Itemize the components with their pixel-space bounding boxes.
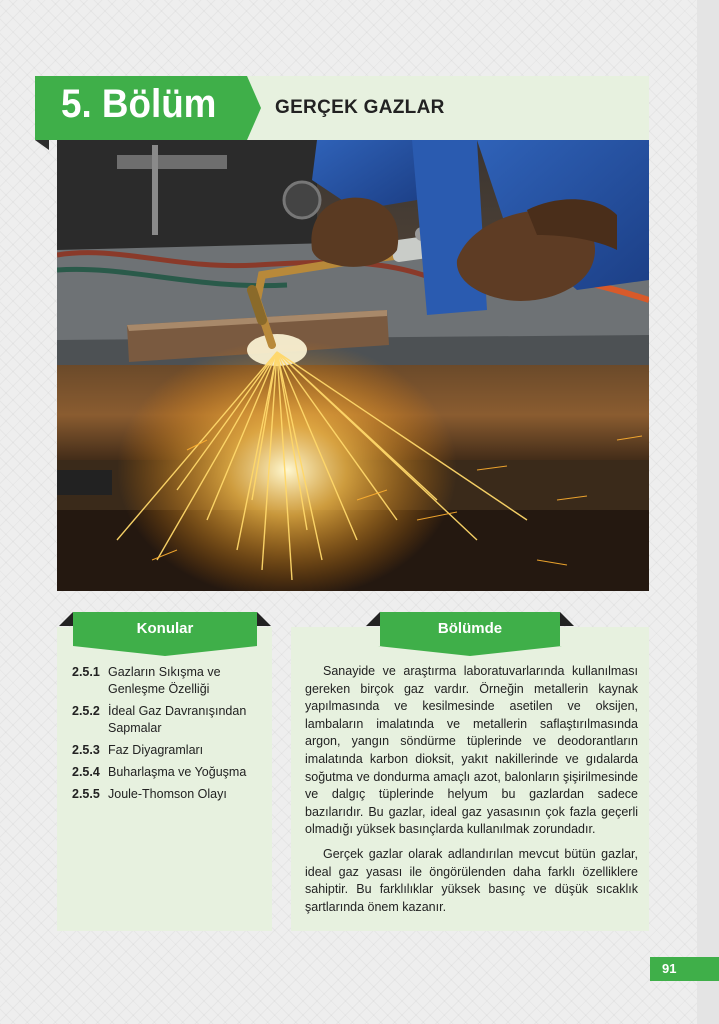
list-item (72, 742, 267, 759)
list-item (72, 703, 267, 737)
list-item (72, 764, 267, 781)
list-item (72, 786, 267, 803)
topic-text: Faz Diyagramları (108, 743, 204, 757)
list-item (72, 664, 267, 698)
page-number: 91 (650, 957, 719, 981)
chapter-header (35, 76, 649, 140)
chapter-title: GERÇEK GAZLAR (275, 97, 445, 118)
topic-text: İdeal Gaz Davranışından Sapmalar (108, 704, 247, 735)
paragraph: Sanayide ve araştırma laboratuvarlarında kullanılması gereken birçok gaz vardır. Örneğin metallerin kaynak yapılmasında ve kesilmesinde asetilen ve oksijen, lambaların imalatında ve metallerin saflaştırılmasında argon, yangın söndürme tüplerinde ve deodorantların imalatında karbon dioksit, yakıt nakillerinde ve gıdalarda soğutma ve dondurma amaçlı azot, balonların şişirilmesinde ve dalgıç tüplerinde helyum bu gazlardan sadece bazılarıdır. Bu gazlar, ideal gaz yasasının çok fazla geçerli olmadığı yüksek basınçlarda kullanılmak zorundadır. (305, 664, 638, 837)
topic-text: Gazların Sıkışma ve Genleşme Özelliği (108, 665, 221, 696)
welding-photo-illustration (57, 140, 649, 591)
chapter-photo (57, 140, 649, 591)
topic-number: 2.5.2 (72, 704, 100, 718)
topic-text: Joule-Thomson Olayı (108, 787, 227, 801)
chapter-badge (35, 76, 247, 140)
topic-number: 2.5.4 (72, 765, 100, 779)
intro-tab-fold-left (366, 612, 380, 626)
topics-tab-fold-left (59, 612, 73, 626)
topic-number: 2.5.3 (72, 743, 100, 757)
topic-text: Buharlaşma ve Yoğuşma (108, 765, 247, 779)
topics-heading: Konular (73, 612, 257, 646)
intro-tab-point (378, 646, 562, 656)
topics-tab-fold-right (257, 612, 271, 626)
topic-number: 2.5.1 (72, 665, 100, 679)
chapter-intro-heading: Bölümde (380, 612, 560, 646)
intro-tab-fold-right (560, 612, 574, 626)
page-edge-strip (697, 0, 719, 1024)
topics-tab-point (73, 646, 257, 656)
chapter-number: 5. Bölüm (61, 82, 217, 126)
topic-number: 2.5.5 (72, 787, 100, 801)
paragraph: Gerçek gazlar olarak adlandırılan mevcut bütün gazlar, ideal gaz yasası ile öngörülenden daha farklı özelliklere sahiptir. Bu farklılıklar yüksek basınç ve düşük sıcaklık şartlarında önem kazanır. (305, 846, 638, 914)
chapter-intro-text (305, 663, 638, 923)
chapter-badge-arrow (247, 76, 261, 140)
chapter-badge-fold (35, 140, 49, 150)
topics-list (72, 664, 267, 808)
